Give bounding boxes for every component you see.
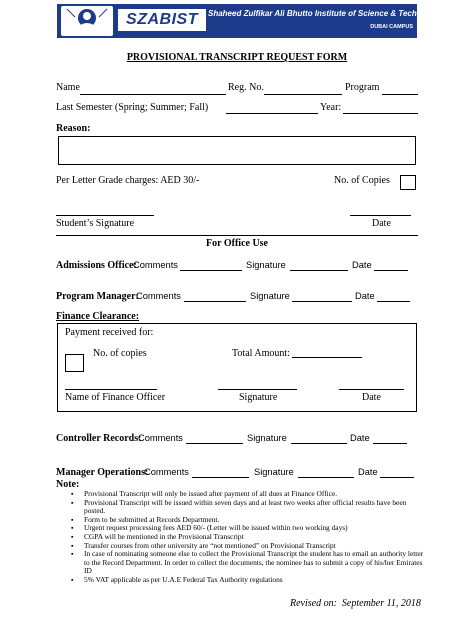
program-label: Program (345, 82, 380, 93)
note-item: ▪ Provisional Transcript will only be issued after payment of all dues at Finance Office. (84, 490, 424, 499)
student-signature-label: Student’s Signature (56, 218, 135, 229)
last-semester-field[interactable] (226, 113, 318, 114)
student-date-label: Date (372, 218, 391, 229)
admissions-comments-field[interactable] (180, 270, 242, 271)
office-divider (56, 235, 418, 236)
name-label: Name (56, 82, 80, 93)
pm-date-label: Date (355, 291, 375, 301)
note-item: ▪ Transfer courses from other university are “not mentioned” on Provisional Transcript (84, 542, 424, 551)
campus-name: DUBAI CAMPUS (370, 24, 413, 30)
fin-signature-label: Signature (239, 392, 278, 403)
admissions-comments-label: Comments (133, 260, 178, 270)
cr-date-label: Date (350, 433, 370, 443)
name-field[interactable] (80, 94, 226, 95)
last-semester-label: Last Semester (Spring; Summer; Fall) (56, 102, 209, 113)
per-letter-grade-charges: Per Letter Grade charges: AED 30/- (56, 175, 200, 186)
year-field[interactable] (343, 113, 418, 114)
student-date-line[interactable] (350, 215, 411, 216)
institute-name: Shaheed Zulfikar Ali Bhutto Institute of Science & Technology (208, 9, 443, 18)
mo-comments-field[interactable] (192, 477, 249, 478)
program-manager-label: Program Manager: (56, 291, 139, 302)
pm-comments-label: Comments (136, 291, 181, 301)
mo-date-field[interactable] (380, 477, 414, 478)
no-of-copies-label: No. of Copies (334, 175, 390, 186)
manager-operations-label: Manager Operations: (56, 467, 149, 478)
fin-no-of-copies-label: No. of copies (93, 348, 147, 359)
admissions-office-label: Admissions Office: (56, 260, 137, 271)
admissions-signature-field[interactable] (290, 270, 348, 271)
note-item: ▪ CGPA will be mentioned in the Provisional Transcript (84, 533, 424, 542)
fin-copies-checkbox[interactable] (65, 354, 84, 372)
office-use-heading: For Office Use (205, 238, 268, 249)
admissions-date-field[interactable] (374, 270, 408, 271)
cr-signature-label: Signature (247, 433, 287, 443)
portrait-emblem-icon (61, 6, 113, 36)
admissions-signature-label: Signature (246, 260, 286, 270)
fin-signature-line[interactable] (218, 389, 297, 390)
cr-comments-field[interactable] (186, 443, 243, 444)
form-title: PROVISIONAL TRANSCRIPT REQUEST FORM (126, 52, 348, 63)
controller-records-label: Controller Records: (56, 433, 142, 444)
year-label: Year: (320, 102, 342, 113)
reason-textarea[interactable] (58, 136, 416, 165)
total-amount-field[interactable] (292, 357, 362, 358)
payment-received-label: Payment received for: (65, 327, 154, 338)
cr-date-field[interactable] (373, 443, 407, 444)
pm-signature-field[interactable] (292, 301, 352, 302)
pm-comments-field[interactable] (184, 301, 246, 302)
mo-signature-label: Signature (254, 467, 294, 477)
note-item: ▪ 5% VAT applicable as per U.A.E Federal Tax Authority regulations (84, 576, 424, 585)
reg-no-label: Reg. No. (228, 82, 264, 93)
mo-signature-field[interactable] (298, 477, 354, 478)
fin-date-label: Date (362, 392, 381, 403)
reason-label: Reason: (56, 123, 91, 134)
note-item: ▪ Urgent request processing fees AED 60/- (Letter will be issued within two working days) (84, 524, 424, 533)
note-heading: Note: (56, 479, 80, 490)
notes-list (84, 490, 424, 585)
student-signature-line[interactable] (56, 215, 154, 216)
cr-comments-label: Comments (138, 433, 183, 443)
pm-signature-label: Signature (250, 291, 290, 301)
mo-date-label: Date (358, 467, 378, 477)
finance-officer-line[interactable] (65, 389, 157, 390)
no-of-copies-checkbox[interactable] (400, 175, 416, 190)
finance-officer-label: Name of Finance Officer (65, 392, 166, 403)
note-item: ▪ Provisional Transcript will be issued within seven days and at least two weeks after official results have been posted. (84, 499, 424, 516)
cr-signature-field[interactable] (291, 443, 347, 444)
revised-date: Revised on: September 11, 2018 (290, 598, 421, 609)
admissions-date-label: Date (352, 260, 372, 270)
finance-clearance-heading: Finance Clearance: (56, 311, 140, 322)
total-amount-label: Total Amount: (232, 348, 290, 359)
note-item: ▪ Form to be submitted at Records Department. (84, 516, 424, 525)
program-field[interactable] (382, 94, 418, 95)
fin-date-line[interactable] (339, 389, 404, 390)
pm-date-field[interactable] (377, 301, 410, 302)
szabist-logo (61, 6, 113, 36)
brand-name: SZABIST (118, 9, 206, 31)
mo-comments-label: Comments (144, 467, 189, 477)
note-item: ▪ In case of nominating someone else to collect the Provisional Transcript the student has to email an authority letter to the Record Department. In order to collect the documents, the nominee has to submit a copy of his/her Emirates ID (84, 550, 424, 576)
reg-no-field[interactable] (264, 94, 342, 95)
